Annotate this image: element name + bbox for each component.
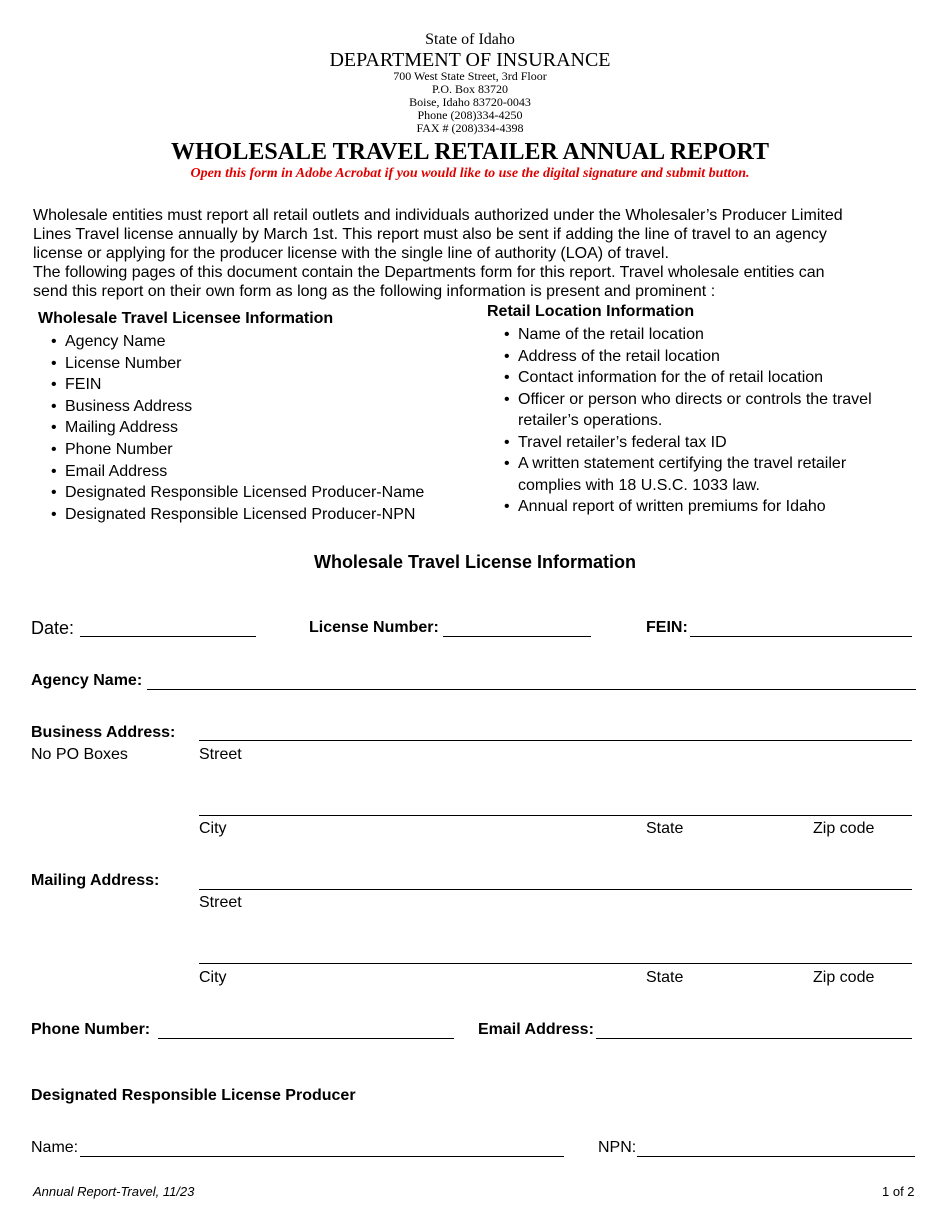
agency-name-field[interactable]: [147, 689, 916, 690]
header-department: DEPARTMENT OF INSURANCE: [329, 49, 611, 71]
mailing-zip-label: Zip code: [813, 969, 875, 986]
producer-npn-field[interactable]: [637, 1156, 915, 1157]
date-field[interactable]: [80, 636, 256, 637]
business-street-label: Street: [199, 746, 242, 763]
fein-field[interactable]: [690, 636, 912, 637]
retail-info-heading: Retail Location Information: [487, 303, 695, 320]
mailing-street-field[interactable]: [199, 889, 912, 890]
list-item: • Contact information for the of retail location: [490, 367, 920, 389]
licensee-info-list: [37, 331, 467, 525]
list-item: • Name of the retail location: [490, 324, 920, 346]
phone-number-field[interactable]: [158, 1038, 454, 1039]
agency-name-label: Agency Name:: [31, 672, 143, 689]
page-number: 1 of 2: [882, 1184, 915, 1199]
producer-name-label: Name:: [31, 1139, 79, 1156]
footer-form-id: Annual Report-Travel, 11/23: [33, 1184, 195, 1199]
list-item: • A written statement certifying the travel retailer complies with 18 U.S.C. 1033 law.: [490, 453, 913, 496]
header-address-line3: Boise, Idaho 83720-0043: [409, 95, 531, 109]
digital-signature-note: Open this form in Adobe Acrobat if you would like to use the digital signature and submit button.: [190, 166, 750, 181]
business-zip-label: Zip code: [813, 820, 875, 837]
email-address-label: Email Address:: [478, 1021, 594, 1038]
list-item: • Address of the retail location: [490, 346, 920, 368]
email-address-field[interactable]: [596, 1038, 912, 1039]
date-label: Date:: [31, 618, 75, 638]
business-city-label: City: [199, 820, 227, 837]
producer-heading: Designated Responsible License Producer: [31, 1087, 356, 1104]
header-fax: FAX # (208)334-4398: [416, 121, 524, 135]
list-item: • Annual report of written premiums for Idaho: [490, 496, 920, 518]
business-street-field[interactable]: [199, 740, 912, 741]
licensee-info-heading: Wholesale Travel Licensee Information: [38, 310, 334, 327]
producer-npn-label: NPN:: [598, 1139, 637, 1156]
list-item: • Mailing Address: [37, 417, 467, 439]
header-state: State of Idaho: [425, 31, 515, 48]
fein-label: FEIN:: [646, 619, 688, 636]
header-phone: Phone (208)334-4250: [417, 108, 523, 122]
list-item: • Agency Name: [37, 331, 467, 353]
license-number-field[interactable]: [443, 636, 591, 637]
mailing-address-label: Mailing Address:: [31, 872, 160, 889]
producer-name-field[interactable]: [80, 1156, 564, 1157]
list-item: • Designated Responsible Licensed Producer-Name: [37, 482, 467, 504]
list-item: • Travel retailer’s federal tax ID: [490, 432, 920, 454]
mailing-street-label: Street: [199, 894, 242, 911]
intro-line-5: send this report on their own form as long as the following information is present and prominent :: [33, 283, 716, 300]
header-address-line1: 700 West State Street, 3rd Floor: [393, 69, 547, 83]
list-item: • Officer or person who directs or controls the travel retailer’s operations.: [490, 389, 913, 432]
retail-info-list: [490, 324, 920, 518]
section-title: Wholesale Travel License Information: [313, 552, 637, 572]
business-state-label: State: [646, 820, 684, 837]
mailing-state-label: State: [646, 969, 684, 986]
list-item: • FEIN: [37, 374, 467, 396]
no-po-boxes-note: No PO Boxes: [31, 746, 128, 763]
list-item: • License Number: [37, 353, 467, 375]
mailing-city-label: City: [199, 969, 227, 986]
page-title: WHOLESALE TRAVEL RETAILER ANNUAL REPORT: [171, 139, 769, 165]
intro-line-3: license or applying for the producer license with the single line of authority (LOA) of travel.: [33, 245, 669, 262]
business-address-label: Business Address:: [31, 724, 176, 741]
license-number-label: License Number:: [309, 619, 439, 636]
intro-line-2: Lines Travel license annually by March 1st. This report must also be sent if adding the line of travel to an agency: [33, 226, 827, 243]
intro-line-1: Wholesale entities must report all retail outlets and individuals authorized under the Wholesaler’s Producer Limited: [33, 207, 843, 224]
header-address-line2: P.O. Box 83720: [431, 82, 508, 96]
list-item: • Phone Number: [37, 439, 467, 461]
list-item: • Business Address: [37, 396, 467, 418]
mailing-city-state-zip-field[interactable]: [199, 963, 912, 964]
intro-line-4: The following pages of this document contain the Departments form for this report. Travel wholesale entities can: [33, 264, 825, 281]
phone-number-label: Phone Number:: [31, 1021, 151, 1038]
business-city-state-zip-field[interactable]: [199, 815, 912, 816]
list-item: • Email Address: [37, 461, 467, 483]
list-item: • Designated Responsible Licensed Producer-NPN: [37, 504, 467, 526]
